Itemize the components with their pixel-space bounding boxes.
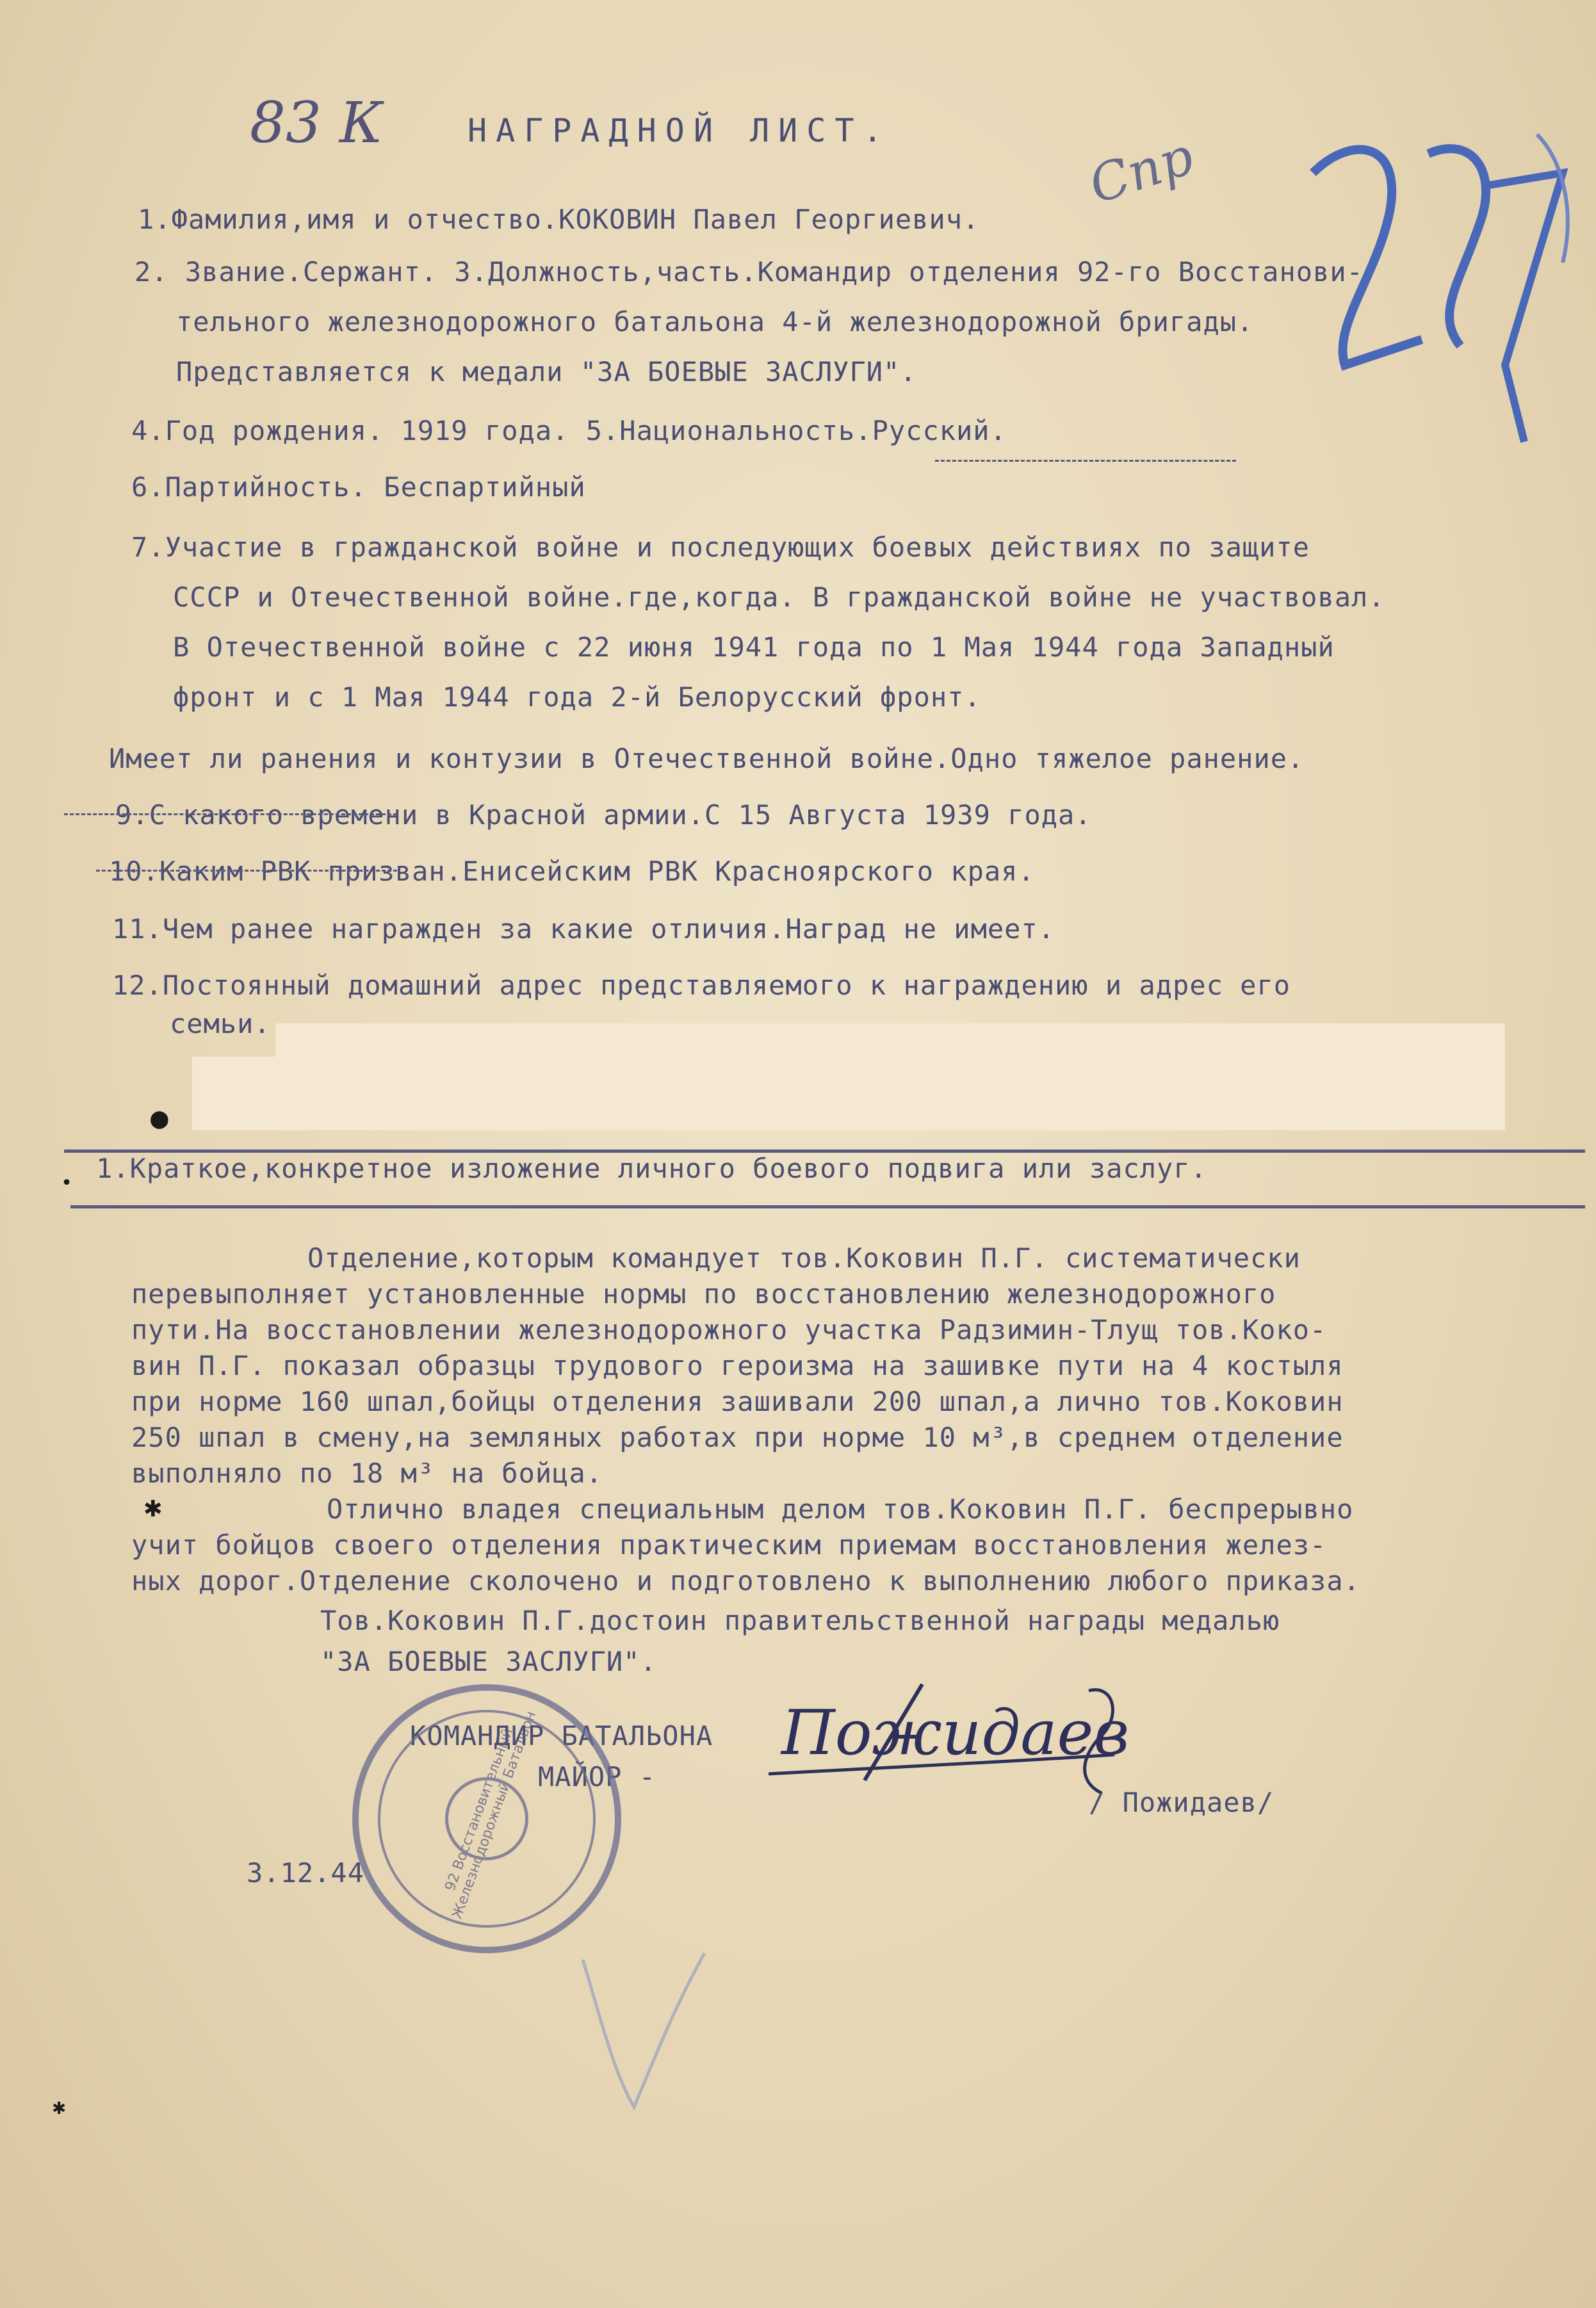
narrative-line: 250 шпал в смену,на земляных работах при норме 10 м³,в среднем отделение [131,1422,1344,1453]
signature-date: 3.12.44 [247,1857,365,1889]
rule-bottom [70,1205,1585,1208]
narrative-line: учит бойцов своего отделения практическим приемам восстановления желез- [131,1529,1327,1561]
emblem-icon [445,1777,528,1860]
narrative-line: ных дорог.Отделение сколочено и подготовлено к выполнению любого приказа. [131,1565,1360,1597]
field-conscription: 10.Каким РВК призван.Енисейским РВК Красноярского края. [109,856,1035,887]
archive-mark-left: 83 К [250,90,384,156]
narrative-line: пути.На восстановлении железнодорожного участка Радзимин-Тлущ тов.Коко- [131,1314,1327,1345]
narrative-line: Тов.Коковин П.Г.достоин правительственной награды медалью [320,1605,1280,1636]
ink-blot: ● [151,1100,168,1135]
field-rank-position: 2. Звание.Сержант. 3.Должность,часть.Командир отделения 92-го Восстанови- [134,256,1364,288]
field-award-proposed: Представляется к медали "ЗА БОЕВЫЕ ЗАСЛУГИ". [176,356,917,387]
field-wounds: Имеет ли ранения и контузии в Отечественной войне.Одно тяжелое ранение. [109,743,1305,774]
field-home-address-cont: семьи. [170,1008,271,1039]
narrative-line: вин П.Г. показал образцы трудового героизма на зашивке пути на 4 костыля [131,1350,1344,1381]
narrative-line: "ЗА БОЕВЫЕ ЗАСЛУГИ". [320,1646,657,1677]
field-participation-cont3: фронт и с 1 Мая 1944 года 2-й Белорусский фронт. [173,681,981,713]
ink-blot: ✱ [144,1489,162,1524]
field-party: 6.Партийность. Беспартийный [131,471,586,503]
narrative-line: перевыполняет установленные нормы по восстановлению железнодорожного [131,1278,1276,1310]
field-participation-cont2: В Отечественной войне с 22 июня 1941 года по 1 Мая 1944 года Западный [173,631,1335,663]
underline-nationality [935,460,1236,462]
signature-rank: МАЙОР - [538,1761,656,1792]
margin-mark: ✱ [53,2094,66,2120]
narrative-line: выполняло по 18 м³ на бойца. [131,1458,603,1489]
handwritten-signature: Пожидаев [781,1697,1130,1769]
pencil-check [564,1934,717,2126]
narrative-line: Отделение,которым командует тов.Коковин П.Г. систематически [307,1242,1301,1274]
archive-mark-right: Спр [1082,126,1201,216]
signature-role: КОМАНДИР БАТАЛЬОНА [410,1720,713,1751]
field-previous-awards: 11.Чем ранее награжден за какие отличия.Наград не имеет. [112,913,1055,945]
document-title: НАГРАДНОЙ ЛИСТ. [468,112,892,149]
redacted-address-block [192,1057,1505,1130]
field-participation: 7.Участие в гражданской войне и последующих боевых действиях по защите [131,532,1310,563]
field-birth-nationality: 4.Год рождения. 1919 года. 5.Национальность.Русский. [131,415,1007,446]
redacted-address-strip [275,1023,1505,1057]
narrative-line: при норме 160 шпал,бойцы отделения зашивали 200 шпал,а лично тов.Коковин [131,1386,1344,1417]
field-participation-cont1: СССР и Отечественной войне.где,когда. В гражданской войне не участвовал. [173,581,1385,613]
field-army-since: 9.С какого времени в Красной армии.С 15 Августа 1939 года. [115,799,1092,831]
narrative-line: Отлично владея специальным делом тов.Коковин П.Г. беспрерывно [327,1493,1354,1525]
margin-mark: • [61,1172,73,1194]
field-home-address: 12.Постоянный домашний адрес представляемого к награждению и адрес его [112,970,1291,1001]
signature-name: / Пожидаев/ [1089,1787,1274,1818]
field-position-cont: тельного железнодорожного батальона 4-й железнодорожной бригады. [176,306,1254,337]
field-name: 1.Фамилия,имя и отчество.КОКОВИН Павел Георгиевич. [138,204,980,235]
strike-army-since [64,813,397,815]
section-heading: 1.Краткое,конкретное изложение личного боевого подвига или заслуг. [96,1153,1207,1184]
strike-conscription [96,870,397,872]
seal-text: 92 Восстановительный Железнодорожный Батальон [442,1709,540,1921]
round-seal [352,1684,621,1953]
